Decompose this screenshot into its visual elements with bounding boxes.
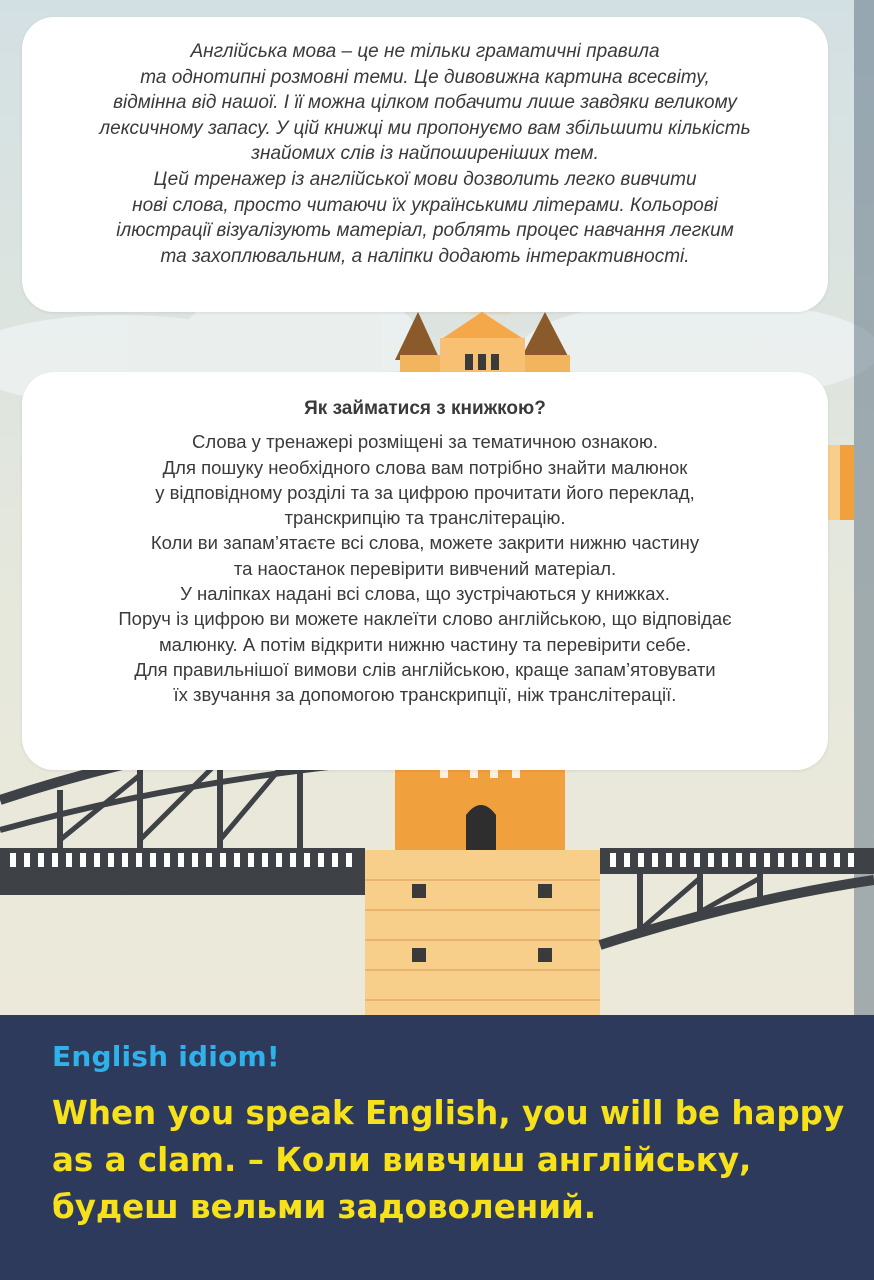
- tower-door: [466, 805, 496, 850]
- intro-line: лексичному запасу. У цій книжці ми пропонуємо вам збільшити кількість: [99, 117, 751, 139]
- intro-text-card: [22, 17, 828, 312]
- howto-line: малюнку. А потім відкрити нижню частину та перевірити себе.: [158, 633, 692, 655]
- idiom-label: English idiom!: [52, 1040, 280, 1073]
- intro-line: знайомих слів із найпоширеніших тем.: [251, 143, 599, 165]
- idiom-text: [52, 1090, 845, 1231]
- howto-line: та наостанок перевірити вивчений матеріал.: [233, 557, 617, 579]
- intro-line: нові слова, просто читаючи їх українськими літерами. Кольорові: [132, 194, 718, 216]
- tower-top: [395, 312, 570, 373]
- howto-card: [22, 372, 828, 770]
- intro-line: відмінна від нашої. І її можна цілком побачити лише завдяки великому: [113, 92, 737, 114]
- howto-line: Слова у тренажері розміщені за тематичною ознакою.: [191, 431, 658, 453]
- howto-line: У наліпках надані всі слова, що зустрічаються у книжках.: [180, 583, 670, 605]
- howto-line: у відповідному розділі та за цифрою прочитати його переклад,: [155, 481, 695, 503]
- intro-line: та захоплювальним, а наліпки додають інтерактивності.: [160, 245, 690, 267]
- howto-line: Коли ви запам’ятаєте всі слова, можете закрити нижню частину: [150, 532, 700, 554]
- intro-line: та однотипні розмовні теми. Це дивовижна картина всесвіту,: [140, 66, 710, 88]
- howto-line: Поруч із цифрою ви можете наклеїти слово англійською, що відповідає: [118, 608, 732, 630]
- howto-line: Для пошуку необхідного слова вам потрібно знайти малюнок: [162, 456, 688, 478]
- idiom-line: When you speak English, you will be happy: [52, 1094, 845, 1132]
- idiom-line: будеш вельми задоволений.: [52, 1188, 597, 1226]
- howto-line: їх звучання за допомогою транскрипції, ніж транслітерації.: [173, 684, 677, 706]
- idiom-line: as a clam. – Коли вивчиш англійську,: [52, 1141, 752, 1179]
- howto-line: Для правильнішої вимови слів англійською, краще запам’ятовувати: [134, 658, 716, 680]
- howto-line: транскрипцію та транслітерацію.: [284, 507, 566, 529]
- tower-base: [365, 850, 600, 1015]
- intro-line: Англійська мова – це не тільки граматичні правила: [190, 41, 660, 62]
- intro-line: ілюстрації візуалізують матеріал, роблять процес навчання легким: [116, 220, 734, 242]
- intro-line: Цей тренажер із англійської мови дозволить легко вивчити: [153, 168, 697, 190]
- howto-title: Як займатися з книжкою?: [304, 398, 546, 419]
